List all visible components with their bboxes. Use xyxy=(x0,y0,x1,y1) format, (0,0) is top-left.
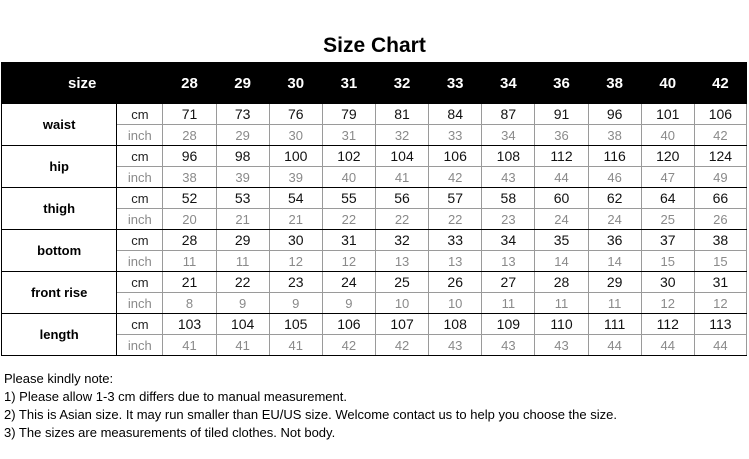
cm-value-cell: 104 xyxy=(375,146,428,167)
size-header-cell: 28 xyxy=(163,63,216,104)
inch-value-cell: 14 xyxy=(535,251,588,272)
inch-value-cell: 12 xyxy=(322,251,375,272)
table-row xyxy=(2,188,747,209)
inch-value-cell: 44 xyxy=(588,335,641,356)
inch-value-cell: 15 xyxy=(694,251,746,272)
cm-value-cell: 30 xyxy=(641,272,694,293)
cm-value-cell: 113 xyxy=(694,314,746,335)
cm-value-cell: 64 xyxy=(641,188,694,209)
cm-value-cell: 37 xyxy=(641,230,694,251)
inch-value-cell: 31 xyxy=(322,125,375,146)
cm-value-cell: 32 xyxy=(375,230,428,251)
inch-value-cell: 12 xyxy=(694,293,746,314)
table-row xyxy=(2,230,747,251)
inch-value-cell: 9 xyxy=(322,293,375,314)
inch-value-cell: 25 xyxy=(641,209,694,230)
cm-value-cell: 76 xyxy=(269,104,322,125)
inch-value-cell: 28 xyxy=(163,125,216,146)
unit-label-cm: cm xyxy=(117,314,163,335)
cm-value-cell: 24 xyxy=(322,272,375,293)
inch-value-cell: 44 xyxy=(694,335,746,356)
inch-value-cell: 49 xyxy=(694,167,746,188)
inch-value-cell: 9 xyxy=(269,293,322,314)
unit-label-cm: cm xyxy=(117,188,163,209)
size-header-cell: 29 xyxy=(216,63,269,104)
measurement-label: length xyxy=(2,314,117,356)
inch-value-cell: 42 xyxy=(694,125,746,146)
size-chart-table xyxy=(1,62,747,356)
unit-label-inch: inch xyxy=(117,209,163,230)
cm-value-cell: 31 xyxy=(694,272,746,293)
inch-value-cell: 39 xyxy=(216,167,269,188)
cm-value-cell: 38 xyxy=(694,230,746,251)
page-title: Size Chart xyxy=(323,34,426,57)
inch-value-cell: 40 xyxy=(641,125,694,146)
cm-value-cell: 73 xyxy=(216,104,269,125)
cm-value-cell: 71 xyxy=(163,104,216,125)
cm-value-cell: 55 xyxy=(322,188,375,209)
table-row xyxy=(2,104,747,125)
inch-value-cell: 32 xyxy=(375,125,428,146)
cm-value-cell: 108 xyxy=(429,314,482,335)
inch-value-cell: 23 xyxy=(482,209,535,230)
cm-value-cell: 112 xyxy=(641,314,694,335)
unit-label-cm: cm xyxy=(117,146,163,167)
cm-value-cell: 60 xyxy=(535,188,588,209)
inch-value-cell: 11 xyxy=(216,251,269,272)
inch-value-cell: 22 xyxy=(322,209,375,230)
size-header-cell: 42 xyxy=(694,63,746,104)
cm-value-cell: 120 xyxy=(641,146,694,167)
inch-value-cell: 41 xyxy=(269,335,322,356)
unit-label-cm: cm xyxy=(117,272,163,293)
inch-value-cell: 11 xyxy=(482,293,535,314)
measurement-label: bottom xyxy=(2,230,117,272)
inch-value-cell: 11 xyxy=(535,293,588,314)
cm-value-cell: 56 xyxy=(375,188,428,209)
cm-value-cell: 35 xyxy=(535,230,588,251)
inch-value-cell: 11 xyxy=(163,251,216,272)
size-header-label: size xyxy=(2,63,163,104)
unit-label-inch: inch xyxy=(117,125,163,146)
cm-value-cell: 84 xyxy=(429,104,482,125)
inch-value-cell: 30 xyxy=(269,125,322,146)
inch-value-cell: 38 xyxy=(163,167,216,188)
inch-value-cell: 33 xyxy=(429,125,482,146)
cm-value-cell: 30 xyxy=(269,230,322,251)
cm-value-cell: 108 xyxy=(482,146,535,167)
unit-label-cm: cm xyxy=(117,230,163,251)
inch-value-cell: 13 xyxy=(375,251,428,272)
size-header-cell: 32 xyxy=(375,63,428,104)
unit-label-inch: inch xyxy=(117,251,163,272)
cm-value-cell: 81 xyxy=(375,104,428,125)
table-row xyxy=(2,314,747,335)
note-2: 2) This is Asian size. It may run smaller than EU/US size. Welcome contact us to help you choose the size. xyxy=(4,407,617,422)
cm-value-cell: 62 xyxy=(588,188,641,209)
unit-label-inch: inch xyxy=(117,335,163,356)
cm-value-cell: 22 xyxy=(216,272,269,293)
cm-value-cell: 33 xyxy=(429,230,482,251)
cm-value-cell: 66 xyxy=(694,188,746,209)
cm-value-cell: 100 xyxy=(269,146,322,167)
cm-value-cell: 104 xyxy=(216,314,269,335)
inch-value-cell: 41 xyxy=(375,167,428,188)
inch-value-cell: 44 xyxy=(641,335,694,356)
inch-value-cell: 10 xyxy=(429,293,482,314)
cm-value-cell: 110 xyxy=(535,314,588,335)
inch-value-cell: 26 xyxy=(694,209,746,230)
inch-value-cell: 46 xyxy=(588,167,641,188)
cm-value-cell: 98 xyxy=(216,146,269,167)
inch-value-cell: 12 xyxy=(641,293,694,314)
cm-value-cell: 54 xyxy=(269,188,322,209)
cm-value-cell: 57 xyxy=(429,188,482,209)
cm-value-cell: 29 xyxy=(216,230,269,251)
inch-value-cell: 22 xyxy=(375,209,428,230)
size-header-cell: 36 xyxy=(535,63,588,104)
table-row xyxy=(2,272,747,293)
size-header-cell: 40 xyxy=(641,63,694,104)
cm-value-cell: 96 xyxy=(163,146,216,167)
inch-value-cell: 15 xyxy=(641,251,694,272)
inch-value-cell: 47 xyxy=(641,167,694,188)
note-3: 3) The sizes are measurements of tiled clothes. Not body. xyxy=(4,425,336,440)
inch-value-cell: 13 xyxy=(482,251,535,272)
cm-value-cell: 91 xyxy=(535,104,588,125)
inch-value-cell: 40 xyxy=(322,167,375,188)
size-header-cell: 34 xyxy=(482,63,535,104)
measurement-label: thigh xyxy=(2,188,117,230)
notes-heading: Please kindly note: xyxy=(4,371,114,386)
size-header-cell: 38 xyxy=(588,63,641,104)
note-1: 1) Please allow 1-3 cm differs due to manual measurement. xyxy=(4,389,347,404)
cm-value-cell: 112 xyxy=(535,146,588,167)
cm-value-cell: 109 xyxy=(482,314,535,335)
cm-value-cell: 106 xyxy=(694,104,746,125)
cm-value-cell: 106 xyxy=(429,146,482,167)
unit-label-inch: inch xyxy=(117,293,163,314)
cm-value-cell: 26 xyxy=(429,272,482,293)
cm-value-cell: 106 xyxy=(322,314,375,335)
cm-value-cell: 31 xyxy=(322,230,375,251)
inch-value-cell: 42 xyxy=(322,335,375,356)
size-header-cell: 31 xyxy=(322,63,375,104)
table-row xyxy=(2,146,747,167)
cm-value-cell: 36 xyxy=(588,230,641,251)
measurement-label: front rise xyxy=(2,272,117,314)
inch-value-cell: 13 xyxy=(429,251,482,272)
inch-value-cell: 9 xyxy=(216,293,269,314)
inch-value-cell: 43 xyxy=(482,335,535,356)
inch-value-cell: 8 xyxy=(163,293,216,314)
inch-value-cell: 24 xyxy=(588,209,641,230)
inch-value-cell: 10 xyxy=(375,293,428,314)
cm-value-cell: 124 xyxy=(694,146,746,167)
inch-value-cell: 42 xyxy=(375,335,428,356)
inch-value-cell: 20 xyxy=(163,209,216,230)
cm-value-cell: 28 xyxy=(535,272,588,293)
cm-value-cell: 27 xyxy=(482,272,535,293)
cm-value-cell: 105 xyxy=(269,314,322,335)
cm-value-cell: 103 xyxy=(163,314,216,335)
inch-value-cell: 43 xyxy=(429,335,482,356)
cm-value-cell: 58 xyxy=(482,188,535,209)
cm-value-cell: 102 xyxy=(322,146,375,167)
cm-value-cell: 53 xyxy=(216,188,269,209)
cm-value-cell: 101 xyxy=(641,104,694,125)
chart-body xyxy=(2,104,747,356)
cm-value-cell: 96 xyxy=(588,104,641,125)
cm-value-cell: 25 xyxy=(375,272,428,293)
inch-value-cell: 14 xyxy=(588,251,641,272)
inch-value-cell: 43 xyxy=(482,167,535,188)
cm-value-cell: 116 xyxy=(588,146,641,167)
inch-value-cell: 42 xyxy=(429,167,482,188)
inch-value-cell: 34 xyxy=(482,125,535,146)
inch-value-cell: 38 xyxy=(588,125,641,146)
inch-value-cell: 44 xyxy=(535,167,588,188)
inch-value-cell: 41 xyxy=(163,335,216,356)
inch-value-cell: 21 xyxy=(216,209,269,230)
cm-value-cell: 28 xyxy=(163,230,216,251)
cm-value-cell: 23 xyxy=(269,272,322,293)
cm-value-cell: 79 xyxy=(322,104,375,125)
inch-value-cell: 24 xyxy=(535,209,588,230)
cm-value-cell: 87 xyxy=(482,104,535,125)
unit-label-inch: inch xyxy=(117,167,163,188)
notes xyxy=(4,370,617,442)
inch-value-cell: 21 xyxy=(269,209,322,230)
cm-value-cell: 34 xyxy=(482,230,535,251)
size-header-cell: 30 xyxy=(269,63,322,104)
cm-value-cell: 107 xyxy=(375,314,428,335)
unit-label-cm: cm xyxy=(117,104,163,125)
inch-value-cell: 36 xyxy=(535,125,588,146)
cm-value-cell: 52 xyxy=(163,188,216,209)
size-header-cell: 33 xyxy=(429,63,482,104)
inch-value-cell: 41 xyxy=(216,335,269,356)
inch-value-cell: 11 xyxy=(588,293,641,314)
measurement-label: hip xyxy=(2,146,117,188)
cm-value-cell: 111 xyxy=(588,314,641,335)
measurement-label: waist xyxy=(2,104,117,146)
cm-value-cell: 21 xyxy=(163,272,216,293)
inch-value-cell: 22 xyxy=(429,209,482,230)
inch-value-cell: 43 xyxy=(535,335,588,356)
inch-value-cell: 29 xyxy=(216,125,269,146)
inch-value-cell: 39 xyxy=(269,167,322,188)
header-row xyxy=(2,63,747,104)
cm-value-cell: 29 xyxy=(588,272,641,293)
inch-value-cell: 12 xyxy=(269,251,322,272)
